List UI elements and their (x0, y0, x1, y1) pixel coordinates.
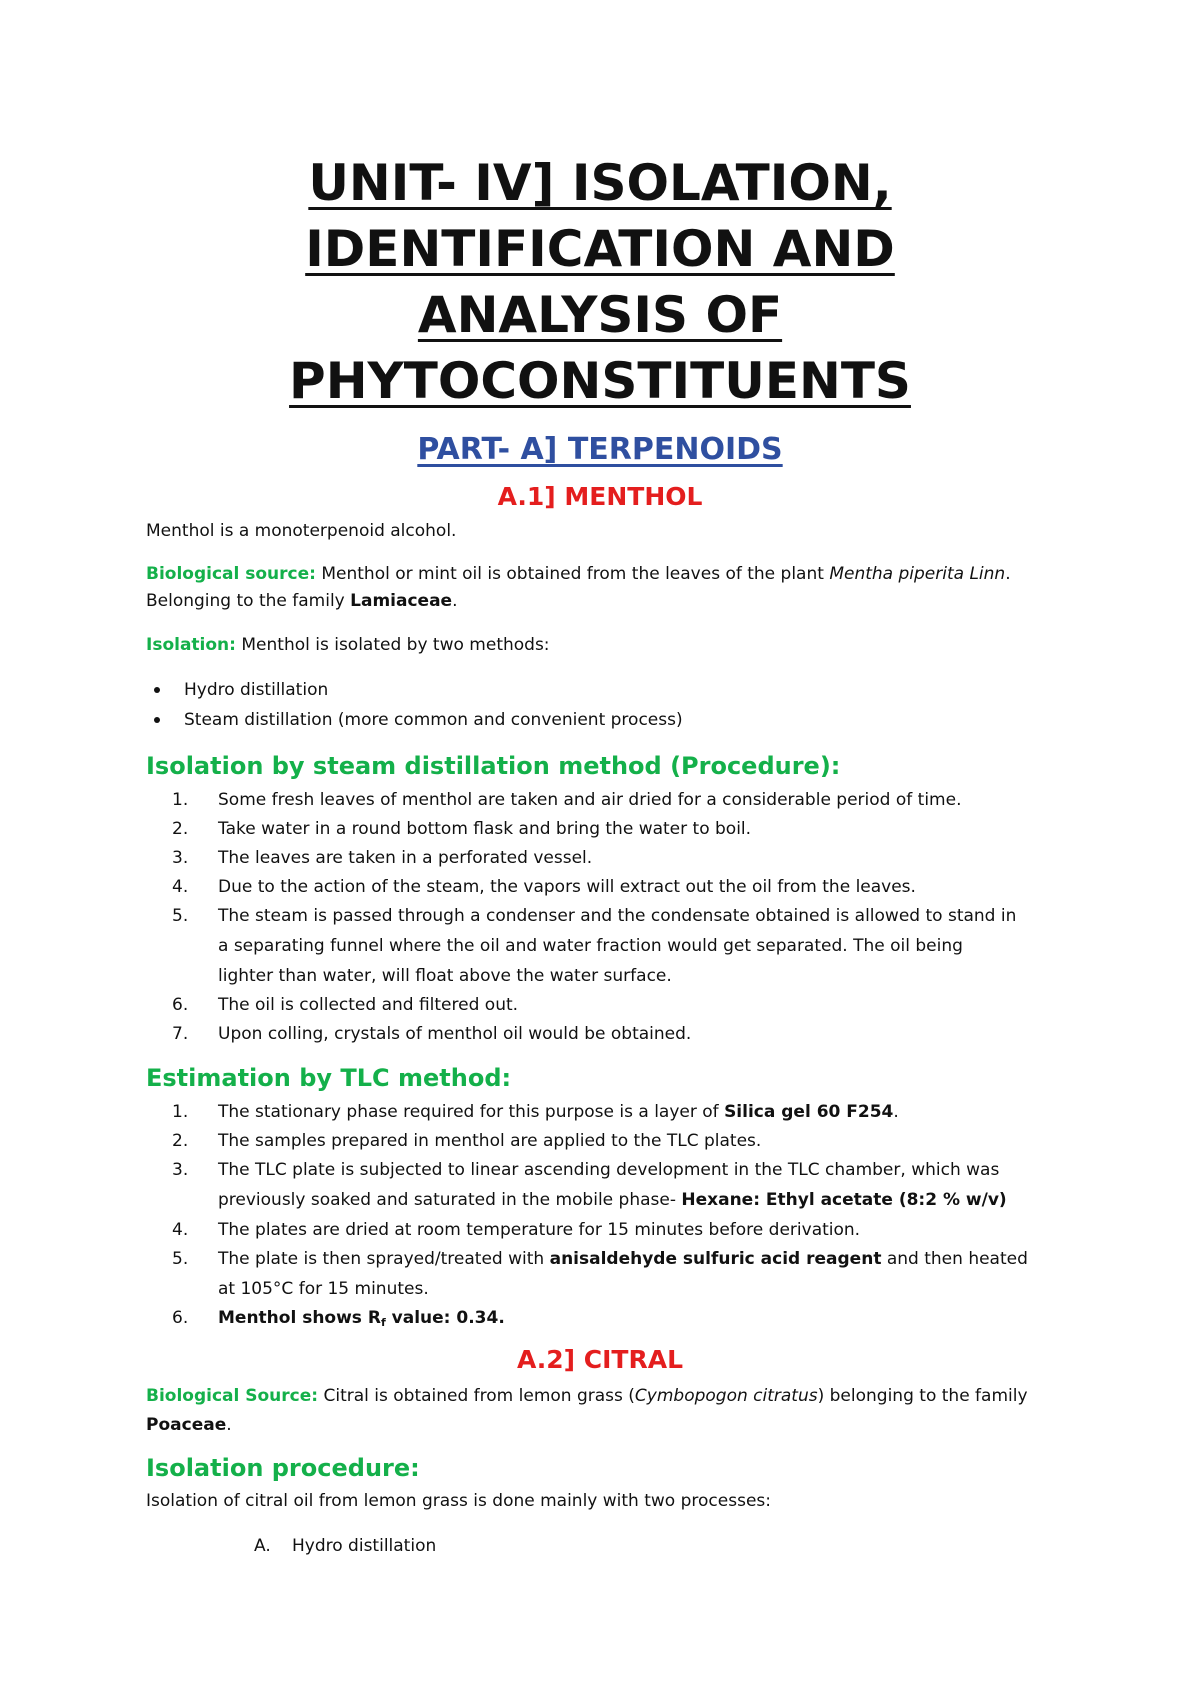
citral-heading: A.2] CITRAL (516, 1345, 684, 1374)
tlc-step-5-cont: at 105°C for 15 minutes. (218, 1279, 429, 1299)
bio-source-text: Citral is obtained from lemon grass ( (318, 1386, 635, 1406)
citral-bio-source (146, 1383, 1106, 1409)
tlc-bold: Hexane: Ethyl acetate (8:2 % w/v) (681, 1190, 1007, 1210)
bio-end: ) belonging to the family (817, 1386, 1028, 1406)
tlc-text: Menthol shows R (218, 1308, 381, 1328)
step-number: 4. (172, 877, 189, 897)
list-item (184, 707, 683, 733)
tlc-subscript: f (380, 1316, 386, 1329)
tlc-heading: Estimation by TLC method: (146, 1064, 512, 1092)
bio-source-text: Menthol or mint oil is obtained from the leaves of the plant (315, 564, 830, 584)
tlc-step-4: The plates are dried at room temperature for 15 minutes before derivation. (218, 1220, 861, 1240)
process-text: Hydro distillation (292, 1536, 437, 1556)
family-period: . (452, 591, 458, 611)
citral-family (146, 1412, 1106, 1438)
bullet-icon (154, 717, 160, 723)
step-text: lighter than water, will float above the water surface. (218, 966, 672, 986)
tlc-end: and then heated (881, 1249, 1028, 1269)
bio-source-label: Biological Source: (146, 1386, 319, 1406)
step-number: 1. (172, 1102, 189, 1122)
family-name: Lamiaceae (350, 591, 453, 611)
bio-species: Cymbopogon citratus (634, 1386, 818, 1406)
step-text: The steam is passed through a condenser and the condensate obtained is allowed to stand in (218, 906, 1017, 926)
step-number: 6. (172, 1308, 189, 1328)
step-number: 4. (172, 1220, 189, 1240)
step-text: Upon colling, crystals of menthol oil would be obtained. (218, 1024, 692, 1044)
step-number: 5. (172, 906, 189, 926)
step-number: 3. (172, 1160, 189, 1180)
citral-isolation-text: Isolation of citral oil from lemon grass is done mainly with two processes: (146, 1491, 771, 1511)
bio-species: Mentha piperita Linn (829, 564, 1006, 584)
steam-distillation-heading: Isolation by steam distillation method (Procedure): (146, 752, 841, 780)
list-item (184, 677, 328, 703)
step-number: 6. (172, 995, 189, 1015)
step-number: 2. (172, 1131, 189, 1151)
tlc-end: . (893, 1102, 899, 1122)
tlc-step-5 (218, 1246, 1028, 1272)
step-number: 2. (172, 819, 189, 839)
tlc-text: The plate is then sprayed/treated with (218, 1249, 550, 1269)
part-a-title: PART- A] TERPENOIDS (417, 432, 783, 467)
isolation-label: Isolation: (146, 635, 236, 655)
document-title (100, 150, 1100, 414)
title-line-3: ANALYSIS OF (417, 286, 783, 344)
method-text: Steam distillation (more common and convenient process) (184, 710, 683, 730)
method-text: Hydro distillation (184, 680, 329, 700)
step-number: 3. (172, 848, 189, 868)
title-line-2: IDENTIFICATION AND (305, 220, 895, 278)
menthol-bio-source (146, 561, 1106, 587)
tlc-step-3: The TLC plate is subjected to linear ascending development in the TLC chamber, which was (218, 1160, 1000, 1180)
title-line-1: UNIT- IV] ISOLATION, (308, 154, 892, 212)
tlc-step-1 (218, 1099, 899, 1125)
bio-period: . (1005, 564, 1011, 584)
bullet-icon (154, 687, 160, 693)
isolation-procedure-heading: Isolation procedure: (146, 1454, 420, 1482)
menthol-isolation (146, 632, 1106, 658)
tlc-text: The stationary phase required for this purpose is a layer of (218, 1102, 725, 1122)
step-text: The oil is collected and filtered out. (218, 995, 519, 1015)
tlc-step-3-cont (218, 1187, 1007, 1213)
step-text: Due to the action of the steam, the vapors will extract out the oil from the leaves. (218, 877, 916, 897)
tlc-text: previously soaked and saturated in the mobile phase- (218, 1190, 682, 1210)
tlc-bold: anisaldehyde sulfuric acid reagent (549, 1249, 882, 1269)
isolation-text: Menthol is isolated by two methods: (235, 635, 550, 655)
step-number: 5. (172, 1249, 189, 1269)
menthol-family (146, 588, 1106, 614)
step-text: a separating funnel where the oil and water fraction would get separated. The oil being (218, 936, 963, 956)
tlc-step-2: The samples prepared in menthol are applied to the TLC plates. (218, 1131, 762, 1151)
step-number: 1. (172, 790, 189, 810)
family-prefix: Belonging to the family (146, 591, 351, 611)
tlc-end: value: 0.34. (385, 1308, 505, 1328)
bio-source-label: Biological source: (146, 564, 316, 584)
title-line-4: PHYTOCONSTITUENTS (289, 352, 911, 410)
process-letter: A. (254, 1536, 271, 1556)
step-text: Take water in a round bottom flask and bring the water to boil. (218, 819, 752, 839)
tlc-bold: Silica gel 60 F254 (724, 1102, 894, 1122)
menthol-heading: A.1] MENTHOL (497, 482, 703, 511)
family-period: . (226, 1415, 232, 1435)
step-text: The leaves are taken in a perforated vessel. (218, 848, 593, 868)
family-name: Poaceae (146, 1415, 227, 1435)
step-number: 7. (172, 1024, 189, 1044)
step-text: Some fresh leaves of menthol are taken and air dried for a considerable period of time. (218, 790, 962, 810)
menthol-intro: Menthol is a monoterpenoid alcohol. (146, 521, 457, 541)
tlc-step-6 (218, 1305, 505, 1336)
